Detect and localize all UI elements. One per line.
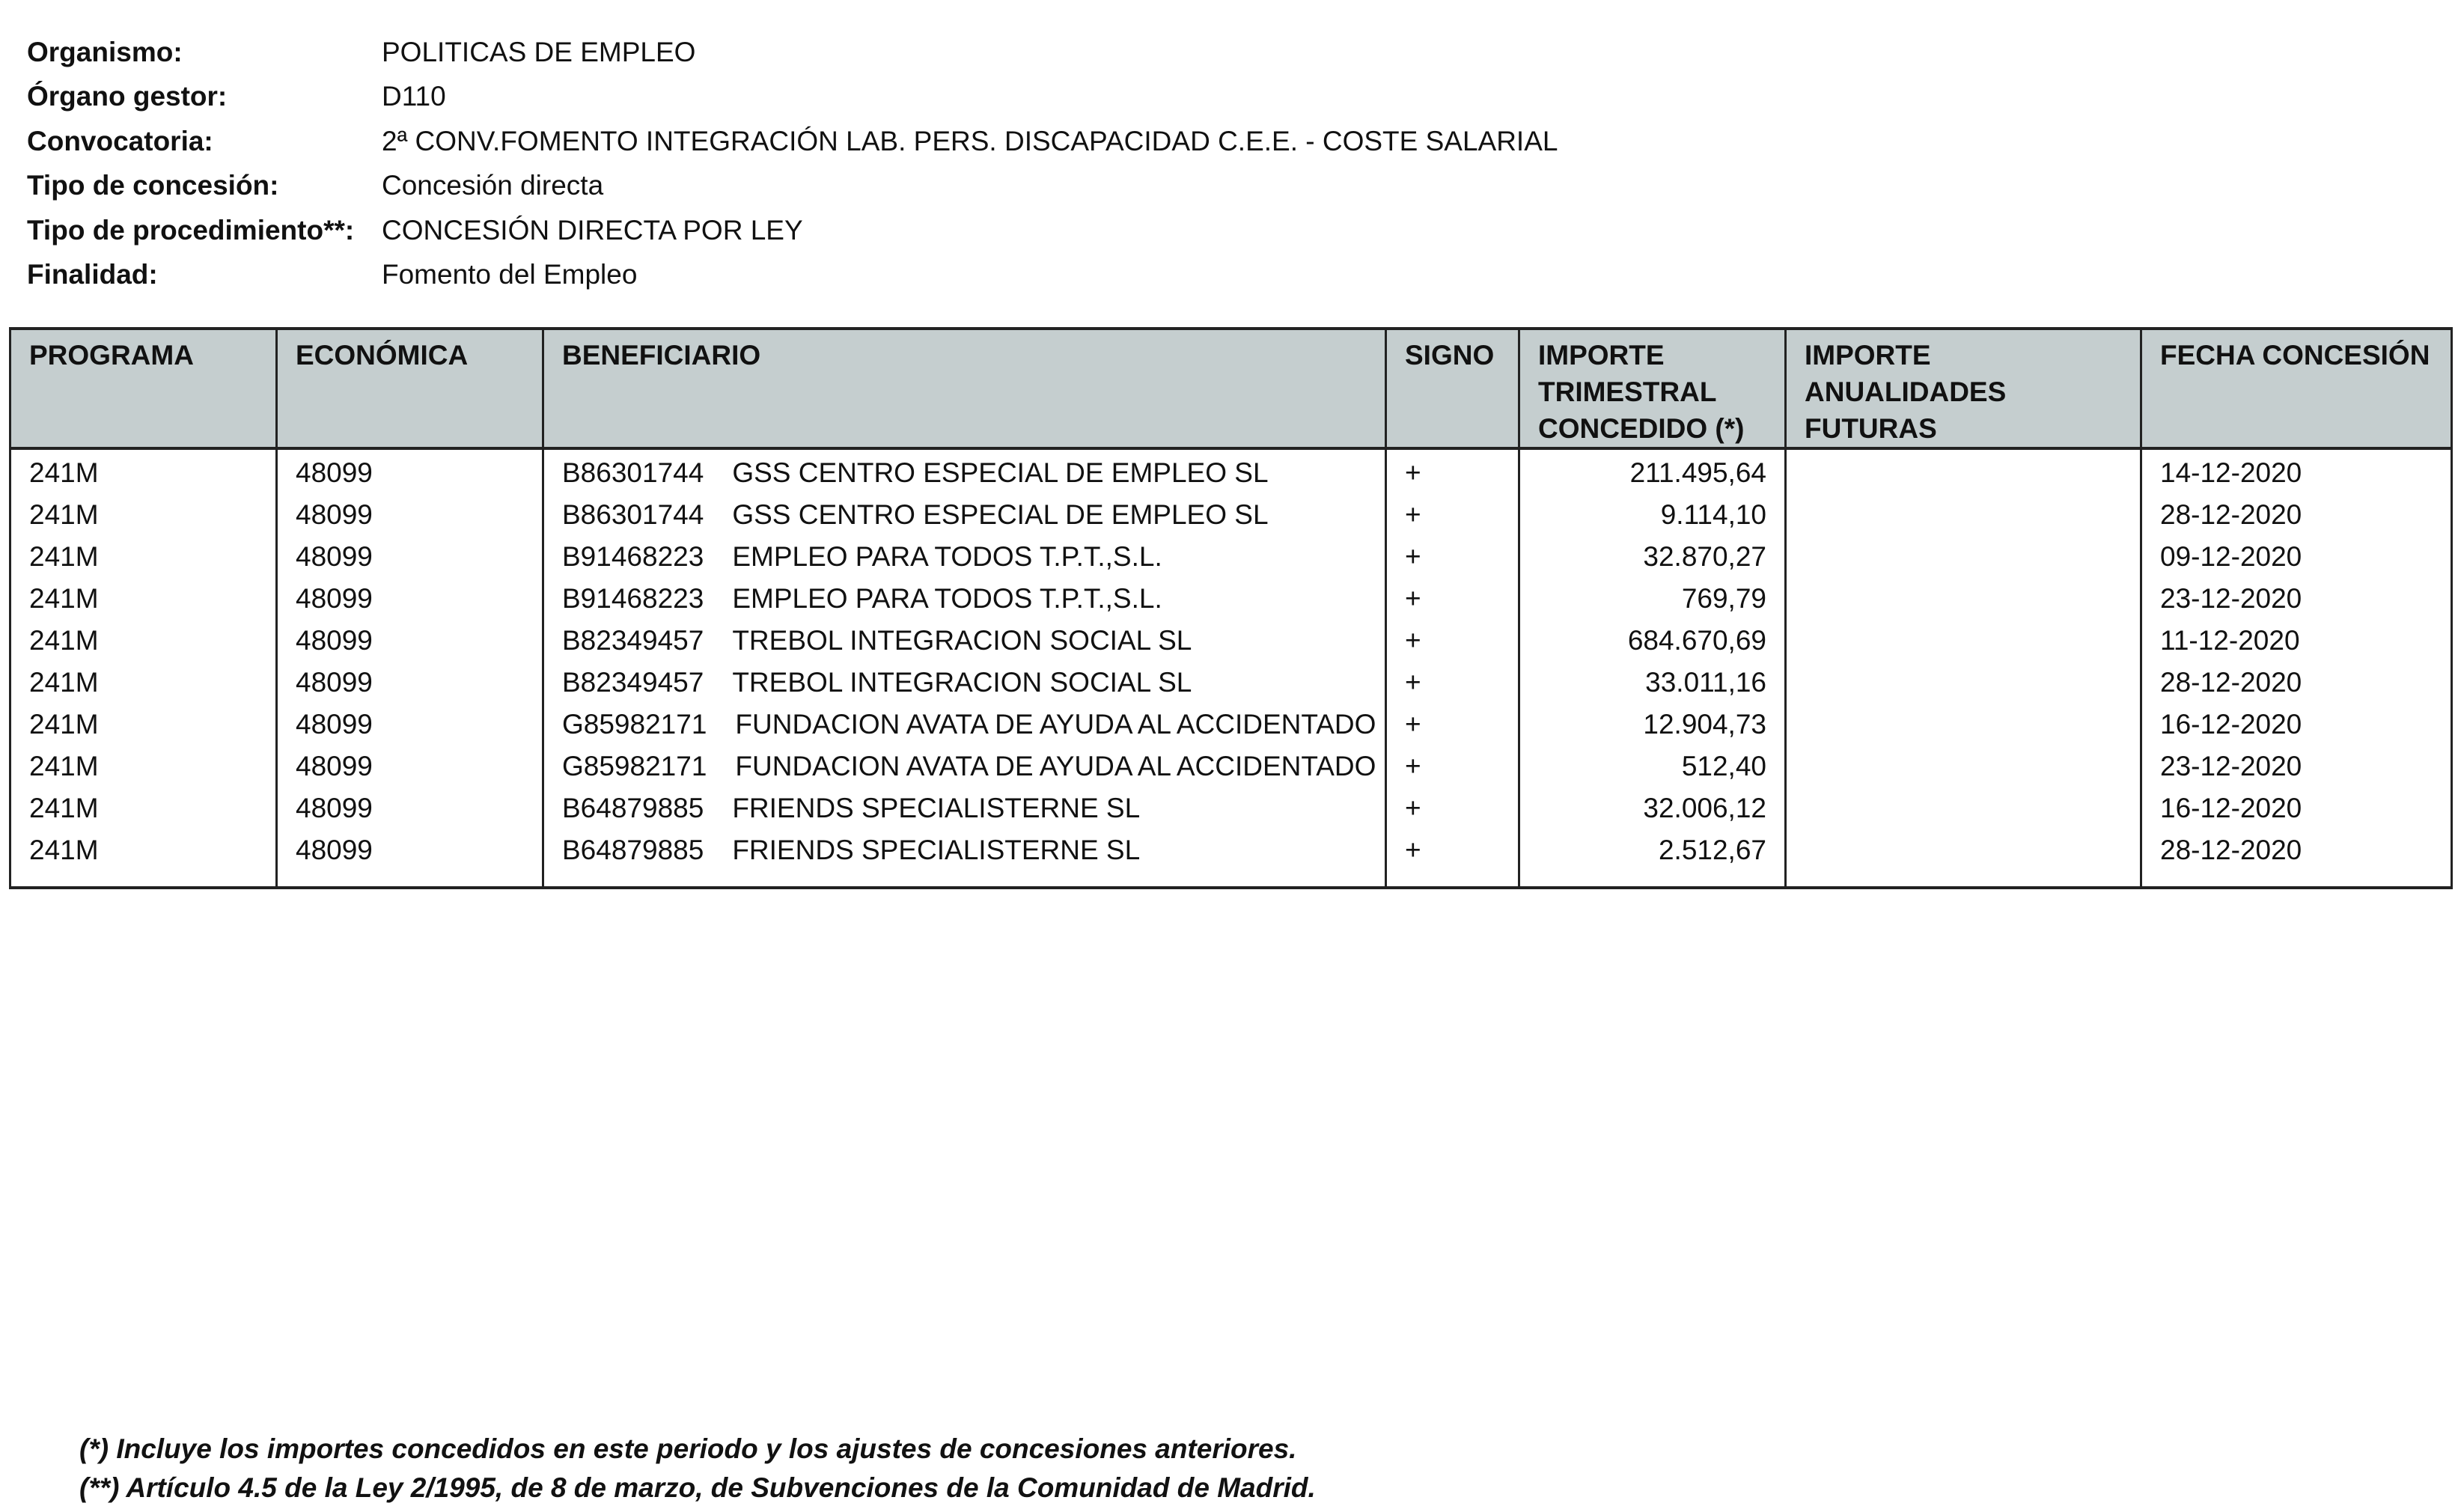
cell-importe: 512,40 (1519, 743, 1786, 785)
footnotes (79, 1430, 1316, 1508)
cell-importe: 32.006,12 (1519, 785, 1786, 827)
cell-economica: 48099 (277, 576, 543, 618)
footnote-ley: (**) Artículo 4.5 de la Ley 2/1995, de 8 de marzo, de Subvenciones de la Comunidad de Madrid. (79, 1472, 1316, 1503)
beneficiario-nombre: TREBOL INTEGRACION SOCIAL SL (732, 667, 1192, 698)
cell-signo: + (1386, 785, 1519, 827)
finalidad-value: Fomento del Empleo (382, 259, 638, 290)
cell-importe: 33.011,16 (1519, 659, 1786, 701)
cell-signo: + (1386, 743, 1519, 785)
cell-beneficiario (543, 785, 1386, 827)
table-row (10, 576, 2452, 618)
cell-programa: 241M (10, 534, 277, 576)
column-header-fecha: FECHA CONCESIÓN (2141, 329, 2452, 448)
cell-economica: 48099 (277, 785, 543, 827)
organo-gestor-row (27, 75, 1973, 120)
table-row (10, 618, 2452, 659)
organismo-label: Organismo: (27, 36, 183, 67)
beneficiario-nif: B86301744 (562, 499, 704, 530)
cell-programa: 241M (10, 743, 277, 785)
beneficiario-nif: B82349457 (562, 667, 704, 698)
tipo-procedimiento-row (27, 208, 1973, 253)
cell-futuras (1786, 492, 2141, 534)
beneficiario-nif: B82349457 (562, 625, 704, 656)
cell-fecha: 09-12-2020 (2141, 534, 2452, 576)
cell-futuras (1786, 534, 2141, 576)
cell-fecha: 23-12-2020 (2141, 743, 2452, 785)
cell-futuras (1786, 701, 2141, 743)
convocatoria-row (27, 119, 1973, 164)
cell-programa: 241M (10, 492, 277, 534)
table-row (10, 785, 2452, 827)
organo-gestor-value: D110 (382, 81, 446, 112)
beneficiario-nombre: FUNDACION AVATA DE AYUDA AL ACCIDENTADO (735, 751, 1376, 781)
cell-beneficiario (543, 618, 1386, 659)
table-body (10, 448, 2452, 888)
beneficiario-nombre: EMPLEO PARA TODOS T.P.T.,S.L. (732, 541, 1162, 572)
cell-signo: + (1386, 701, 1519, 743)
beneficiario-nombre: FUNDACION AVATA DE AYUDA AL ACCIDENTADO (735, 709, 1376, 740)
cell-importe: 684.670,69 (1519, 618, 1786, 659)
cell-programa: 241M (10, 659, 277, 701)
organismo-row (27, 30, 1973, 75)
finalidad-row (27, 253, 1973, 298)
cell-programa: 241M (10, 618, 277, 659)
cell-fecha: 28-12-2020 (2141, 492, 2452, 534)
cell-importe: 12.904,73 (1519, 701, 1786, 743)
cell-economica: 48099 (277, 618, 543, 659)
cell-beneficiario (543, 448, 1386, 492)
tipo-concesion-label: Tipo de concesión: (27, 170, 279, 201)
table-row (10, 492, 2452, 534)
beneficiario-nif: B91468223 (562, 541, 704, 572)
document-header (27, 30, 1973, 297)
column-header-signo: SIGNO (1386, 329, 1519, 448)
cell-fecha: 28-12-2020 (2141, 827, 2452, 888)
cell-importe: 211.495,64 (1519, 448, 1786, 492)
cell-programa: 241M (10, 701, 277, 743)
cell-economica: 48099 (277, 701, 543, 743)
convocatoria-label: Convocatoria: (27, 125, 213, 156)
beneficiario-nif: G85982171 (562, 709, 707, 740)
cell-signo: + (1386, 618, 1519, 659)
beneficiario-nif: B86301744 (562, 457, 704, 488)
cell-importe: 9.114,10 (1519, 492, 1786, 534)
beneficiario-nif: B64879885 (562, 793, 704, 823)
tipo-concesion-row (27, 164, 1973, 209)
cell-beneficiario (543, 534, 1386, 576)
cell-programa: 241M (10, 785, 277, 827)
column-header-importe-futuras: IMPORTE ANUALIDADES FUTURAS (1786, 329, 2141, 448)
cell-futuras (1786, 827, 2141, 888)
column-header-programa: PROGRAMA (10, 329, 277, 448)
column-header-economica: ECONÓMICA (277, 329, 543, 448)
cell-fecha: 11-12-2020 (2141, 618, 2452, 659)
footnote-importes: (*) Incluye los importes concedidos en este periodo y los ajustes de concesiones anteriores. (79, 1433, 1297, 1464)
cell-beneficiario (543, 576, 1386, 618)
cell-signo: + (1386, 827, 1519, 888)
cell-signo: + (1386, 448, 1519, 492)
cell-beneficiario (543, 743, 1386, 785)
tipo-procedimiento-value: CONCESIÓN DIRECTA POR LEY (382, 214, 803, 246)
column-header-importe-trimestral: IMPORTE TRIMESTRAL CONCEDIDO (*) (1519, 329, 1786, 448)
organo-gestor-label: Órgano gestor: (27, 81, 228, 112)
beneficiario-nif: G85982171 (562, 751, 707, 781)
cell-programa: 241M (10, 827, 277, 888)
table-row (10, 827, 2452, 888)
cell-beneficiario (543, 701, 1386, 743)
cell-signo: + (1386, 576, 1519, 618)
table-row (10, 659, 2452, 701)
cell-signo: + (1386, 659, 1519, 701)
cell-economica: 48099 (277, 492, 543, 534)
cell-beneficiario (543, 827, 1386, 888)
beneficiario-nif: B64879885 (562, 835, 704, 865)
cell-importe: 2.512,67 (1519, 827, 1786, 888)
cell-futuras (1786, 618, 2141, 659)
cell-beneficiario (543, 659, 1386, 701)
beneficiario-nif: B91468223 (562, 583, 704, 614)
cell-signo: + (1386, 492, 1519, 534)
cell-fecha: 16-12-2020 (2141, 701, 2452, 743)
cell-futuras (1786, 576, 2141, 618)
grants-table (9, 327, 2453, 889)
tipo-procedimiento-label: Tipo de procedimiento**: (27, 214, 355, 246)
cell-beneficiario (543, 492, 1386, 534)
beneficiario-nombre: GSS CENTRO ESPECIAL DE EMPLEO SL (732, 457, 1269, 488)
cell-programa: 241M (10, 576, 277, 618)
cell-futuras (1786, 448, 2141, 492)
cell-importe: 32.870,27 (1519, 534, 1786, 576)
beneficiario-nombre: TREBOL INTEGRACION SOCIAL SL (732, 625, 1192, 656)
cell-economica: 48099 (277, 534, 543, 576)
convocatoria-value: 2ª CONV.FOMENTO INTEGRACIÓN LAB. PERS. DISCAPACIDAD C.E.E. - COSTE SALARIAL (382, 125, 1558, 156)
cell-fecha: 23-12-2020 (2141, 576, 2452, 618)
organismo-value: POLITICAS DE EMPLEO (382, 36, 696, 67)
table-row (10, 701, 2452, 743)
table-row (10, 448, 2452, 492)
finalidad-label: Finalidad: (27, 259, 158, 290)
cell-importe: 769,79 (1519, 576, 1786, 618)
cell-programa: 241M (10, 448, 277, 492)
cell-economica: 48099 (277, 827, 543, 888)
cell-signo: + (1386, 534, 1519, 576)
header-row (10, 329, 2452, 448)
cell-futuras (1786, 659, 2141, 701)
cell-economica: 48099 (277, 659, 543, 701)
tipo-concesion-value: Concesión directa (382, 170, 604, 201)
beneficiario-nombre: EMPLEO PARA TODOS T.P.T.,S.L. (732, 583, 1162, 614)
cell-economica: 48099 (277, 448, 543, 492)
cell-fecha: 28-12-2020 (2141, 659, 2452, 701)
beneficiario-nombre: GSS CENTRO ESPECIAL DE EMPLEO SL (732, 499, 1269, 530)
beneficiario-nombre: FRIENDS SPECIALISTERNE SL (732, 835, 1141, 865)
cell-economica: 48099 (277, 743, 543, 785)
cell-fecha: 14-12-2020 (2141, 448, 2452, 492)
cell-fecha: 16-12-2020 (2141, 785, 2452, 827)
table-row (10, 534, 2452, 576)
beneficiario-nombre: FRIENDS SPECIALISTERNE SL (732, 793, 1141, 823)
column-header-beneficiario: BENEFICIARIO (543, 329, 1386, 448)
table-row (10, 743, 2452, 785)
table-header (10, 329, 2452, 448)
cell-futuras (1786, 785, 2141, 827)
cell-futuras (1786, 743, 2141, 785)
